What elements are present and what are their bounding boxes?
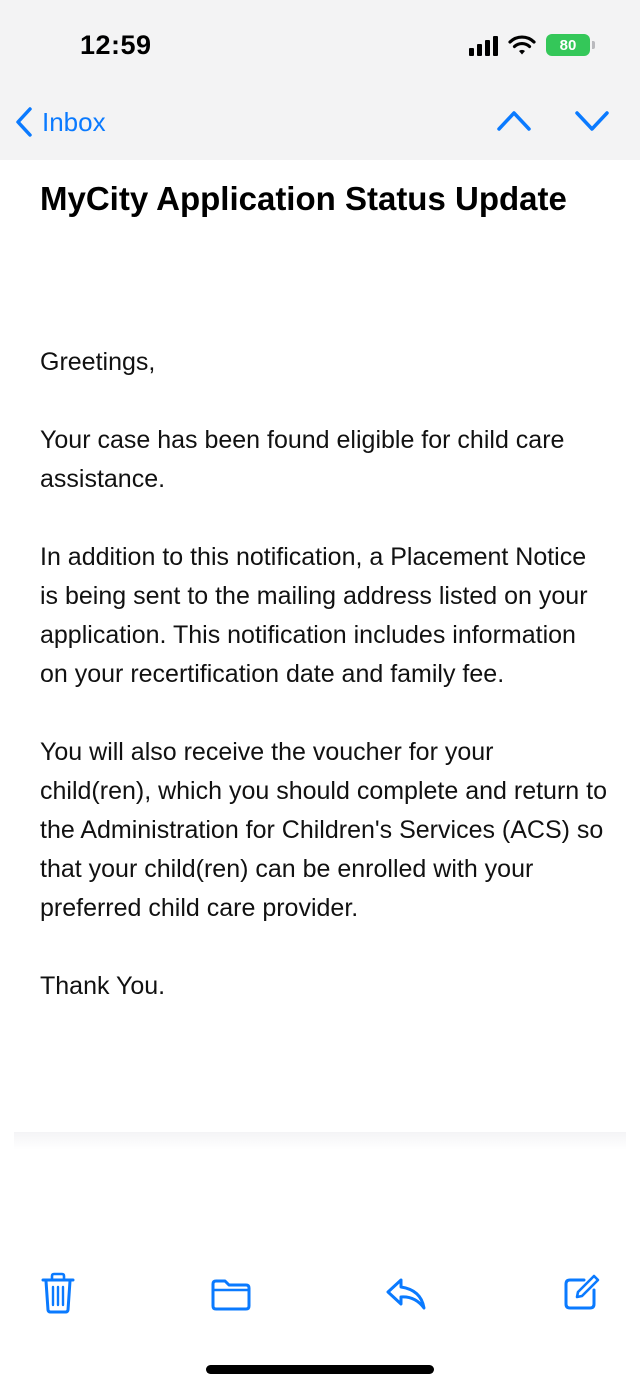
wifi-icon	[508, 34, 536, 56]
chevron-down-icon[interactable]	[574, 108, 610, 134]
chevron-left-icon	[14, 106, 34, 138]
back-to-inbox-button[interactable]	[14, 106, 106, 138]
battery-icon	[546, 34, 590, 56]
back-label: Inbox	[42, 106, 106, 137]
battery-level: 80	[559, 36, 577, 54]
body-paragraph: You will also receive the voucher for your child(ren), which you should complete and return to the Administration for Children's Services (ACS) so that your child(ren) can be enrolled with your preferred child care provider.	[40, 738, 607, 922]
message-footer-divider	[14, 1132, 626, 1150]
message-body	[40, 343, 610, 1045]
body-paragraph: Greetings,	[40, 348, 156, 376]
top-bar	[0, 0, 640, 160]
status-icons	[469, 34, 590, 56]
body-paragraph: In addition to this notification, a Placement Notice is being sent to the mailing address listed on your application. This notification includes information on your recertification date and family fee.	[40, 543, 588, 688]
body-paragraph: Your case has been found eligible for child care assistance.	[40, 426, 565, 493]
bottom-toolbar	[0, 1272, 640, 1322]
home-indicator[interactable]	[206, 1365, 434, 1374]
message-subject: MyCity Application Status Update	[40, 180, 567, 217]
body-paragraph: Thank You.	[40, 972, 166, 1000]
compose-icon[interactable]	[562, 1274, 600, 1317]
message-navigation	[496, 108, 610, 134]
folder-icon[interactable]	[210, 1278, 252, 1317]
chevron-up-icon[interactable]	[496, 108, 532, 134]
trash-icon[interactable]	[40, 1272, 76, 1319]
status-time: 12:59	[80, 30, 152, 60]
reply-icon[interactable]	[385, 1276, 427, 1317]
cellular-signal-icon	[469, 34, 498, 56]
